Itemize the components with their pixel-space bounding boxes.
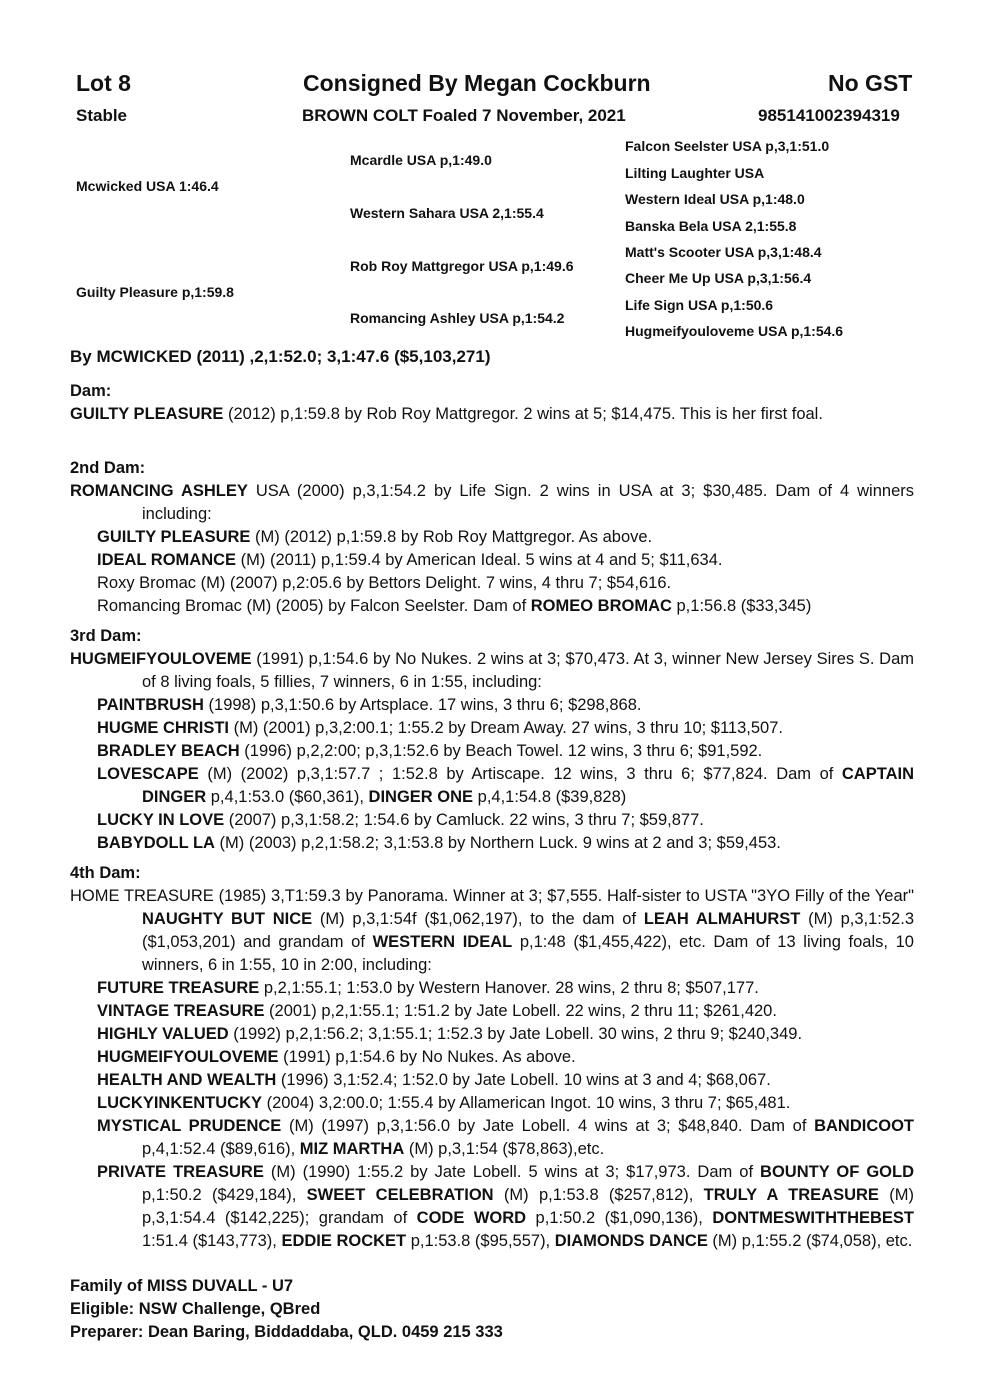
section-title: 2nd Dam: — [70, 459, 146, 477]
horse-name: BABYDOLL LA — [97, 834, 215, 852]
entry-text: (1991) p,1:54.6 by No Nukes. 2 wins at 3; $70,473. At 3, winner New Jersey Sires S. Dam of 8 living foals, 5 fillies, 7 winners, 6 in 1:55, including: — [142, 650, 914, 691]
entry-text: (2007) p,3,1:58.2; 1:54.6 by Camluck. 22 wins, 3 thru 7; $59,877. — [224, 811, 704, 829]
entry-text: (1991) p,1:54.6 by No Nukes. As above. — [278, 1048, 576, 1066]
progeny-item — [70, 1000, 914, 1023]
horse-name: LEAH ALMAHURST — [643, 910, 801, 928]
pedigree-gen2-2: Western Sahara USA 2,1:55.4 — [350, 205, 544, 221]
horse-name: EDDIE ROCKET — [281, 1232, 407, 1250]
progeny-item — [70, 740, 914, 763]
horse-name: TRULY A TREASURE — [703, 1186, 879, 1204]
section-title: 3rd Dam: — [70, 627, 142, 645]
progeny-item — [70, 1161, 914, 1253]
section-title: 4th Dam: — [70, 864, 141, 882]
entry-text: (M) p,1:55.2 ($74,058), etc. — [707, 1232, 913, 1250]
entry-text: p,1:53.8 ($95,557), — [406, 1232, 555, 1250]
horse-name: DONTMESWITHTHEBEST — [712, 1209, 915, 1227]
horse-name: LOVESCAPE — [97, 765, 199, 783]
horse-name: HUGME CHRISTI — [97, 719, 229, 737]
entry-text: (M) p,3,1:52.3 ($1,053,201) and grandam of — [142, 910, 914, 951]
pedigree-gen3-6: Cheer Me Up USA p,3,1:56.4 — [625, 270, 812, 286]
fourth-dam-entry — [70, 885, 914, 977]
entry-text: (1992) p,2,1:56.2; 3,1:55.1; 1:52.3 by Jate Lobell. 30 wins, 2 thru 9; $240,349. — [228, 1025, 803, 1043]
horse-name: LUCKYINKENTUCKY — [97, 1094, 262, 1112]
entry-text: p,1:50.2 ($1,090,136), — [526, 1209, 713, 1227]
dam-entry — [70, 403, 914, 426]
entry-text: USA (2000) p,3,1:54.2 by Life Sign. 2 wins in USA at 3; $30,485. Dam of 4 winners including: — [142, 482, 914, 523]
entry-text: (M) p,3,1:54f ($1,062,197), to the dam of — [312, 910, 644, 928]
progeny-item — [70, 1023, 914, 1046]
entry-text: (2004) 3,2:00.0; 1:55.4 by Allamerican Ingot. 10 wins, 3 thru 7; $65,481. — [262, 1094, 791, 1112]
pedigree-gen2-3: Rob Roy Mattgregor USA p,1:49.6 — [350, 258, 574, 274]
progeny-item — [70, 717, 914, 740]
sire-line: By MCWICKED (2011) ,2,1:52.0; 3,1:47.6 ($5,103,271) — [70, 347, 491, 366]
entry-text: Roxy Bromac (M) (2007) p,2:05.6 by Bettors Delight. 7 wins, 4 thru 7; $54,616. — [97, 574, 672, 592]
progeny-item — [70, 832, 914, 855]
progeny-item — [70, 595, 914, 618]
horse-name: IDEAL ROMANCE — [97, 551, 237, 569]
horse-name: HUGMEIFYOULOVEME — [97, 1048, 279, 1066]
second-dam-entry — [70, 480, 914, 526]
entry-text: (1998) p,3,1:50.6 by Artsplace. 17 wins, 3 thru 6; $298,868. — [203, 696, 642, 714]
horse-name: PAINTBRUSH — [97, 696, 204, 714]
progeny-item — [70, 1069, 914, 1092]
entry-text: (M) (2001) p,3,2:00.1; 1:55.2 by Dream Away. 27 wins, 3 thru 10; $113,507. — [229, 719, 783, 737]
entry-text: (1996) p,2,2:00; p,3,1:52.6 by Beach Towel. 12 wins, 3 thru 6; $91,592. — [239, 742, 763, 760]
horse-name: VINTAGE TREASURE — [97, 1002, 265, 1020]
entry-text: p,4,1:52.4 ($89,616), — [142, 1140, 300, 1158]
pedigree-gen3-1: Falcon Seelster USA p,3,1:51.0 — [625, 138, 830, 154]
footer — [70, 1275, 503, 1344]
section-title: Dam: — [70, 382, 112, 400]
entry-text: (M) (2003) p,2,1:58.2; 3,1:53.8 by Northern Luck. 9 wins at 2 and 3; $59,453. — [214, 834, 781, 852]
entry-text: (M) (2011) p,1:59.4 by American Ideal. 5 wins at 4 and 5; $11,634. — [236, 551, 723, 569]
entry-text: p,2,1:55.1; 1:53.0 by Western Hanover. 28 wins, 2 thru 8; $507,177. — [259, 979, 759, 997]
horse-name: DIAMONDS DANCE — [554, 1232, 708, 1250]
horse-name: GUILTY PLEASURE — [70, 405, 224, 423]
entry-text: p,4,1:54.8 ($39,828) — [473, 788, 627, 806]
progeny-item — [70, 809, 914, 832]
horse-description: BROWN COLT Foaled 7 November, 2021 — [302, 106, 626, 125]
third-dam-section — [70, 625, 914, 855]
horse-name: HUGMEIFYOULOVEME — [70, 650, 252, 668]
horse-name: ROMANCING ASHLEY — [70, 482, 248, 500]
progeny-item — [70, 1092, 914, 1115]
fourth-dam-section — [70, 862, 914, 1253]
dam-section — [70, 380, 914, 426]
pedigree-dam: Guilty Pleasure p,1:59.8 — [76, 284, 234, 300]
horse-name: DINGER ONE — [368, 788, 474, 806]
entry-text: (M) (2012) p,1:59.8 by Rob Roy Mattgregor. As above. — [250, 528, 653, 546]
horse-name: PRIVATE TREASURE — [97, 1163, 264, 1181]
pedigree-gen3-7: Life Sign USA p,1:50.6 — [625, 297, 774, 313]
entry-text: (M) p,3,1:54 ($78,863),etc. — [404, 1140, 605, 1158]
microchip-number: 985141002394319 — [758, 106, 900, 125]
second-dam-section — [70, 457, 914, 618]
horse-name: NAUGHTY BUT NICE — [142, 910, 313, 928]
progeny-item — [70, 977, 914, 1000]
preparer-line: Preparer: Dean Baring, Biddaddaba, QLD. 0459 215 333 — [70, 1323, 503, 1341]
pedigree-gen3-4: Banska Bela USA 2,1:55.8 — [625, 218, 797, 234]
progeny-item — [70, 1046, 914, 1069]
pedigree-gen3-5: Matt's Scooter USA p,3,1:48.4 — [625, 244, 822, 260]
horse-name: BANDICOOT — [814, 1117, 914, 1135]
progeny-item — [70, 763, 914, 809]
entry-text: p,1:48 ($1,455,422), etc. Dam of 13 living foals, 10 winners, 6 in 1:55, 10 in 2:00, including: — [142, 933, 914, 974]
entry-text: p,1:50.2 ($429,184), — [142, 1186, 307, 1204]
third-dam-entry — [70, 648, 914, 694]
entry-text: (M) (1997) p,3,1:56.0 by Jate Lobell. 4 wins at 3; $48,840. Dam of — [281, 1117, 815, 1135]
gst-status: No GST — [828, 70, 913, 96]
horse-name: WESTERN IDEAL — [372, 933, 513, 951]
stable-label: Stable — [76, 106, 128, 125]
horse-name: MYSTICAL PRUDENCE — [97, 1117, 282, 1135]
horse-name: CAPTAIN DINGER — [142, 765, 914, 806]
entry-text: (M) (2002) p,3,1:57.7 ; 1:52.8 by Artiscape. 12 wins, 3 thru 6; $77,824. Dam of — [198, 765, 842, 783]
entry-text: (M) p,3,1:54.4 ($142,225); grandam of — [142, 1186, 914, 1227]
pedigree-gen2-4: Romancing Ashley USA p,1:54.2 — [350, 310, 565, 326]
consignor: Consigned By Megan Cockburn — [303, 70, 651, 96]
horse-name: HIGHLY VALUED — [97, 1025, 229, 1043]
family-line: Family of MISS DUVALL - U7 — [70, 1277, 294, 1295]
pedigree-gen3-3: Western Ideal USA p,1:48.0 — [625, 191, 805, 207]
pedigree-gen3-8: Hugmeifyouloveme USA p,1:54.6 — [625, 323, 844, 339]
horse-name: GUILTY PLEASURE — [97, 528, 251, 546]
lot-number: Lot 8 — [76, 70, 131, 96]
horse-name: FUTURE TREASURE — [97, 979, 260, 997]
progeny-item — [70, 549, 914, 572]
entry-text: (M) p,1:53.8 ($257,812), — [493, 1186, 704, 1204]
progeny-item — [70, 1115, 914, 1161]
pedigree-sire: Mcwicked USA 1:46.4 — [76, 178, 219, 194]
entry-text: HOME TREASURE (1985) 3,T1:59.3 by Panorama. Winner at 3; $7,555. Half-sister to USTA "3YO Filly of the Year" — [70, 887, 914, 905]
entry-text: p,1:56.8 ($33,345) — [671, 597, 812, 615]
entry-text: (M) (1990) 1:55.2 by Jate Lobell. 5 wins at 3; $17,973. Dam of — [263, 1163, 761, 1181]
entry-text: 1:51.4 ($143,773), — [142, 1232, 282, 1250]
progeny-item — [70, 526, 914, 549]
horse-name: CODE WORD — [416, 1209, 527, 1227]
entry-text: (1996) 3,1:52.4; 1:52.0 by Jate Lobell. 10 wins at 3 and 4; $68,067. — [276, 1071, 771, 1089]
eligible-line: Eligible: NSW Challenge, QBred — [70, 1300, 321, 1318]
entry-text: (2001) p,2,1:55.1; 1:51.2 by Jate Lobell. 22 wins, 2 thru 11; $261,420. — [264, 1002, 777, 1020]
progeny-item — [70, 694, 914, 717]
horse-name: BOUNTY OF GOLD — [760, 1163, 915, 1181]
progeny-item — [70, 572, 914, 595]
entry-text: (2012) p,1:59.8 by Rob Roy Mattgregor. 2 wins at 5; $14,475. This is her first foal. — [223, 405, 823, 423]
pedigree-gen3-2: Lilting Laughter USA — [625, 165, 765, 181]
horse-name: HEALTH AND WEALTH — [97, 1071, 277, 1089]
horse-name: MIZ MARTHA — [299, 1140, 405, 1158]
entry-text: Romancing Bromac (M) (2005) by Falcon Seelster. Dam of — [97, 597, 531, 615]
horse-name: SWEET CELEBRATION — [306, 1186, 494, 1204]
pedigree-gen2-1: Mcardle USA p,1:49.0 — [350, 152, 492, 168]
horse-name: LUCKY IN LOVE — [97, 811, 225, 829]
entry-text: p,4,1:53.0 ($60,361), — [206, 788, 369, 806]
horse-name: ROMEO BROMAC — [530, 597, 672, 615]
horse-name: BRADLEY BEACH — [97, 742, 240, 760]
